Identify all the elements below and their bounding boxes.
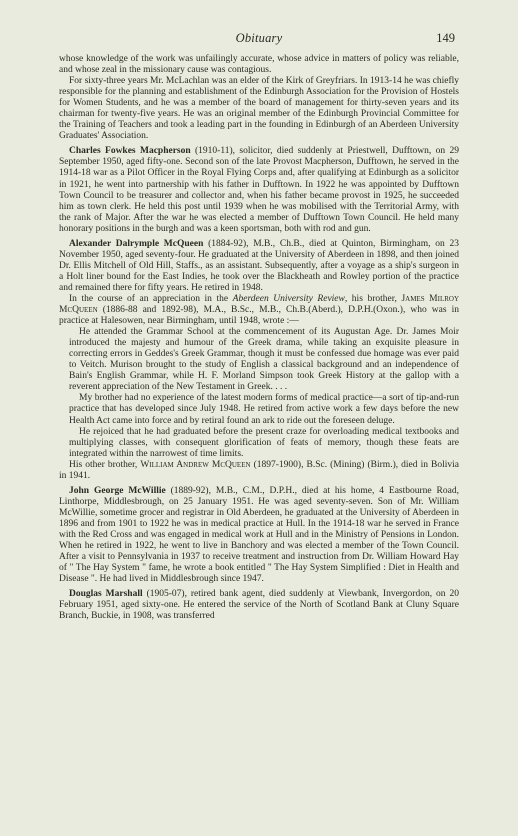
entry-macpherson bbox=[59, 146, 459, 234]
page-number: 149 bbox=[436, 31, 455, 45]
text-span: (1886-88 and 1892-98), M.A., B.Sc., M.B., Ch.B.(Aberd.), D.P.H.(Oxon.), who was in practice at Halesowen, near Birmingham, until 1948, wrote :— bbox=[59, 305, 459, 327]
entry-text: (1884-92), M.B., Ch.B., died at Quinton, Birmingham, on 23 November 1950, aged seventy-four. He graduated at the University of Aberdeen in 1898, and then joined Dr. Ellis Mitchell of Old Hill, Staffs., as an assistant. Subsequently, after a voyage as a ship's surgeon in a Holt liner bound for the East Indies, he took over the Blackheath and Rowley portion of the practice and remained there for fifty years. He retired in 1948. bbox=[59, 238, 459, 293]
entry-name: Douglas Marshall bbox=[69, 589, 143, 600]
entry-text: (1910-11), solicitor, died suddenly at Priestwell, Dufftown, on 29 September 1950, aged fifty-one. Second son of the late Provost Macpherson, Dufftown, he served in the 1914-18 war as a Pilot Officer in the Royal Flying Corps and, after qualifying at Edinburgh as a solicitor in 1921, he went into partnership with his father in Dufftown. In 1922 he was appointed by Dufftown Town Council to be treasurer and collector and, when his father became provost in 1925, he succeeded him as town clerk. He held this post until 1939 when he was mobilised with the Territorial Army, with the rank of Major. After the war he was elected a member of Dufftown Town Council. He held many honorary positions in the burgh and was a keen sportsman, both with rod and gun. bbox=[59, 146, 459, 234]
entry-text: (1905-07), retired bank agent, died suddenly at Viewbank, Invergordon, on 20 February 1951, aged sixty-one. He entered the service of the North of Scotland Bank at Cluny Square Branch, Buckie, in 1908, was transferred bbox=[59, 589, 459, 622]
quote-paragraph: He rejoiced that he had graduated before the present craze for overloading medical textbooks and multiplying classes, with consequent glorification of feats of memory, though these feats are integrated within the narrowest of time limits. bbox=[69, 426, 459, 459]
paragraph-other-brother bbox=[59, 460, 459, 482]
entry-name: John George McWillie bbox=[69, 485, 166, 496]
entry-name: Alexander Dalrymple McQueen bbox=[69, 238, 204, 249]
quote-paragraph: My brother had no experience of the latest modern forms of medical practice—a sort of tip-and-run practice that has developed since July 1948. He retired from active work a few days before the new Health Act came into force and by retiral found an ark to ride out the foreseen deluge. bbox=[69, 393, 459, 426]
paragraph-whose-knowledge: whose knowledge of the work was unfailingly accurate, whose advice in matters of policy was reliable, and whose zeal in the missionary cause was contagious. bbox=[59, 54, 459, 76]
entry-text: (1889-92), M.B., C.M., D.P.H., died at his home, 4 Eastbourne Road, Linthorpe, Middlesbrough, on 25 January 1951. He was aged seventy-seven. Son of Mr. William McWillie, sometime grocer and registrar in Old Aberdeen, he graduated at the University of Aberdeen in 1896 and from 1901 to 1922 he was in medical practice at Hull. In the 1914-18 war he served in France with the Red Cross and was engaged in medical work at Hull and in the Ministry of Pensions in London. When he retired in 1922, he went to live in Banchory and was elected a member of the Town Council. After a visit to Pennsylvania in 1937 to receive treatment and instruction from Dr. William Howard Hay of " The Hay System " fame, he wrote a book entitled " The Hay System Simplified : Diet in Health and Disease ". He had lived in Middlesbrough since 1947. bbox=[59, 485, 459, 585]
entry-mcwillie bbox=[59, 486, 459, 585]
entry-mcqueen bbox=[59, 239, 459, 294]
text-span: In the course of an appreciation in the bbox=[69, 293, 233, 304]
entry-marshall bbox=[59, 589, 459, 622]
paragraph-mclachlan: For sixty-three years Mr. McLachlan was an elder of the Kirk of Greyfriars. In 1913-14 he was chiefly responsible for the planning and establishment of the Edinburgh Association for the Provision of Hostels for Women Students, and he was a member of the board of management for thirty-seven years and its chairman for twenty-five years. He was an original member of the Edinburgh Provincial Committee for the Training of Teachers and took a leading part in the founding in Edinburgh of an Aberdeen University Graduates' Association. bbox=[59, 76, 459, 142]
brother-name: James Milroy McQueen bbox=[59, 293, 459, 316]
text-span: His other brother, bbox=[69, 459, 141, 470]
obituary-body bbox=[59, 54, 459, 622]
block-quote bbox=[59, 327, 459, 460]
paragraph-appreciation bbox=[59, 294, 459, 327]
other-brother-name: William Andrew McQueen bbox=[140, 459, 251, 470]
publication-title: Aberdeen University Review bbox=[232, 293, 345, 304]
text-span: , his brother, bbox=[344, 293, 402, 304]
text-span: (1897-1900), B.Sc. (Mining) (Birm.), died in Bolivia in 1941. bbox=[59, 459, 459, 481]
entry-name: Charles Fowkes Macpherson bbox=[69, 146, 191, 157]
running-header bbox=[59, 31, 459, 47]
running-title: Obituary bbox=[235, 31, 283, 45]
quote-paragraph: He attended the Grammar School at the commencement of its Augustan Age. Dr. James Moir introduced the majesty and humour of the Greek drama, while taking an exquisite pleasure in correcting errors in Geddes's Greek Grammar, though it must be confessed due homage was ever paid to Veitch. Murison brought to the study of English a classical background and an independence of Bain's English Grammar, while H. F. Morland Simpson took Greek History at the gallop with a reverent appreciation of the New Testament in Greek. . . . bbox=[69, 327, 459, 393]
